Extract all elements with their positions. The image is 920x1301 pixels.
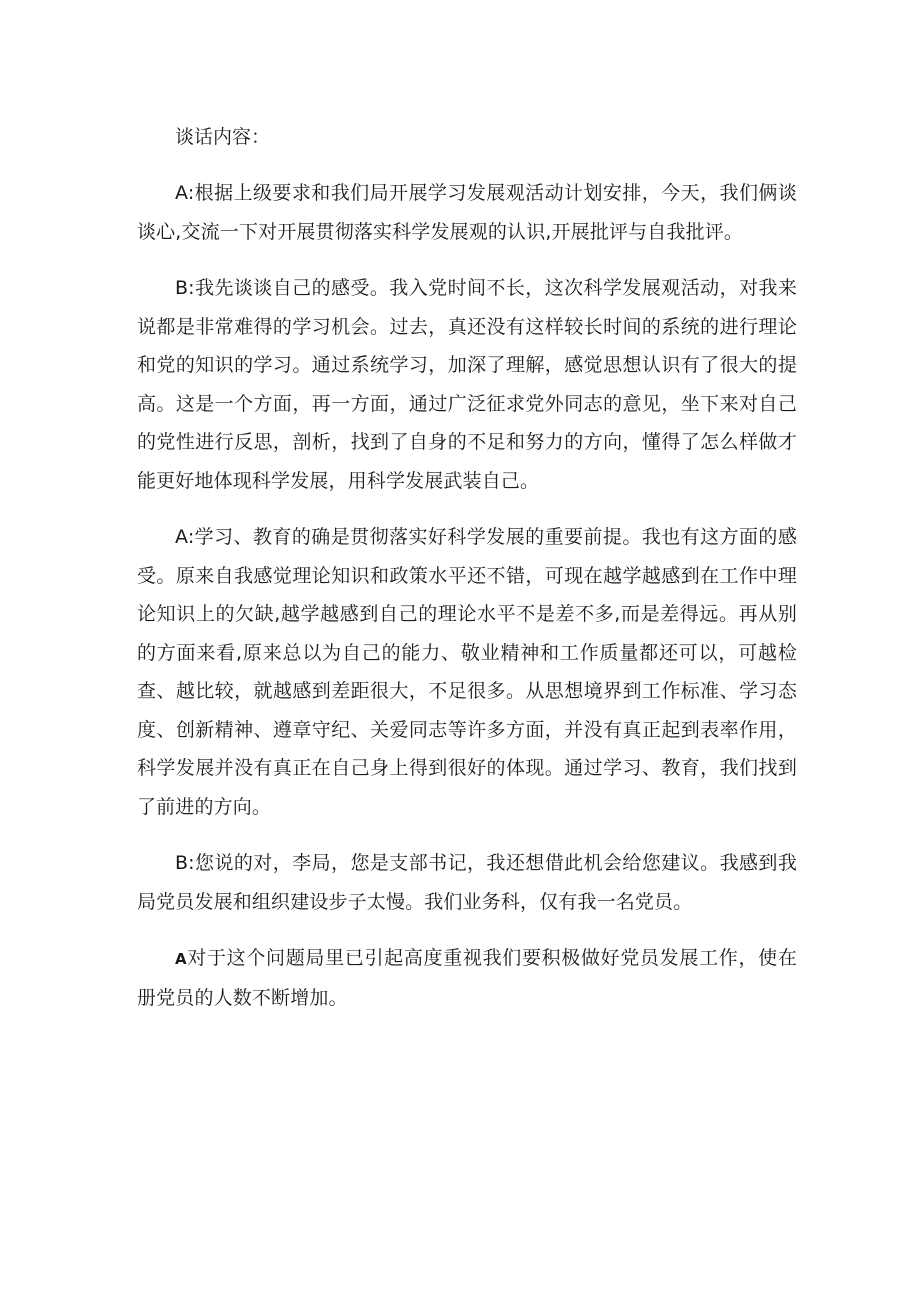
dialogue-paragraph — [137, 844, 797, 921]
speaker-label: A: — [175, 182, 195, 204]
dialogue-paragraph — [137, 269, 797, 500]
speaker-label: A: — [175, 526, 195, 548]
dialogue-text: 根据上级要求和我们局开展学习发展观活动计划安排，今天，我们俩谈谈心,交流一下对开展贯彻落实科学发展观的认识,开展批评与自我批评。 — [137, 182, 797, 243]
dialogue-paragraph — [137, 939, 797, 1017]
dialogue-text: 学习、教育的确是贯彻落实好科学发展的重要前提。我也有这方面的感受。原来自我感觉理论知识和政策水平还不错，可现在越学越感到在工作中理论知识上的欠缺,越学越感到自己的理论水平不是差不多,而是差得远。再从别的方面来看,原来总以为自己的能力、敬业精神和工作质量都还可以，可越检查、越比较，就越感到差距很大，不足很多。从思想境界到工作标准、学习态度、创新精神、遵章守纪、关爱同志等许多方面，并没有真正起到表率作用，科学发展并没有真正在自己身上得到很好的体现。通过学习、教育，我们找到了前进的方向。 — [137, 526, 797, 818]
dialogue-text: 我先谈谈自己的感受。我入党时间不长，这次科学发展观活动，对我来说都是非常难得的学习机会。过去，真还没有这样较长时间的系统的进行理论和党的知识的学习。通过系统学习，加深了理解，感觉思想认识有了很大的提高。这是一个方面，再一方面，通过广泛征求党外同志的意见，坐下来对自己的党性进行反思，剖析，找到了自身的不足和努力的方向，懂得了怎么样做才能更好地体现科学发展，用科学发展武装自己。 — [137, 277, 797, 492]
speaker-label: B: — [175, 852, 195, 874]
dialogue-text: 您说的对，李局，您是支部书记，我还想借此机会给您建议。我感到我局党员发展和组织建设步子太慢。我们业务科，仅有我一名党员。 — [137, 852, 797, 913]
dialogue-text: 对于这个问题局里已引起高度重视我们要积极做好党员发展工作，使在册党员的人数不断增加。 — [137, 947, 797, 1009]
document-body — [137, 118, 797, 1035]
section-heading: 谈话内容： — [175, 126, 271, 148]
dialogue-paragraph — [137, 174, 797, 251]
speaker-label: B: — [175, 277, 195, 299]
speaker-label: A — [175, 950, 187, 968]
dialogue-paragraph — [137, 518, 797, 826]
